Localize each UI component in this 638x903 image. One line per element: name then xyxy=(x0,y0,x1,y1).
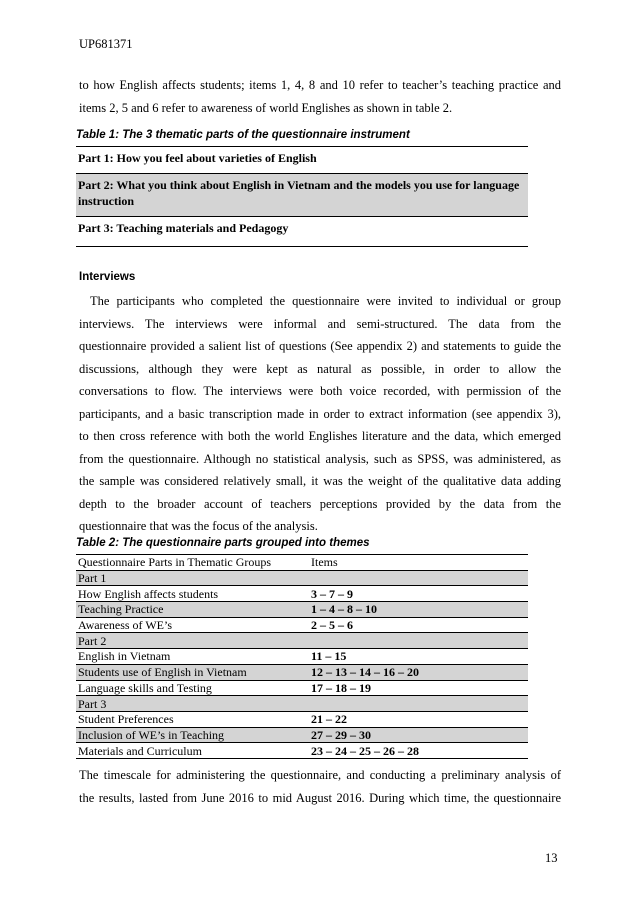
items-cell: 23 – 24 – 25 – 26 – 28 xyxy=(309,743,528,759)
text-line: questionnaire that was the focus of the analysis. xyxy=(79,519,318,533)
group-cell: Student Preferences xyxy=(76,711,309,727)
table2-row xyxy=(76,680,528,696)
text-line: The timescale for administering the questionnaire, and conducting a preliminary analysis of xyxy=(79,768,561,782)
group-cell: Language skills and Testing xyxy=(76,680,309,696)
group-cell: English in Vietnam xyxy=(76,649,309,665)
text-line: depth to the broader account of teachers perceptions provided by the data from the xyxy=(79,496,561,511)
table2-row xyxy=(76,743,528,759)
interviews-paragraph xyxy=(79,290,561,538)
group-cell: Inclusion of WE’s in Teaching xyxy=(76,727,309,743)
items-cell xyxy=(309,570,528,586)
text-line: from the questionnaire. Although no statistical analysis, such as SPSS, was administered, as xyxy=(79,451,561,466)
table2-header-row xyxy=(76,555,528,571)
text-line: to how English affects students; items 1, 4, 8 and 10 refer to teacher’s teaching practice and xyxy=(79,78,561,92)
table2-row xyxy=(76,696,528,712)
table2-row xyxy=(76,617,528,633)
items-cell xyxy=(309,633,528,649)
items-cell: 2 – 5 – 6 xyxy=(309,617,528,633)
table2-row xyxy=(76,727,528,743)
table2-row xyxy=(76,633,528,649)
items-cell: 12 – 13 – 14 – 16 – 20 xyxy=(309,664,528,680)
items-cell: 11 – 15 xyxy=(309,649,528,665)
text-line: to then cross reference with both the world Englishes literature and the data, which emerged xyxy=(79,429,561,443)
text-line: The participants who completed the questionnaire were invited to individual or group xyxy=(90,294,561,308)
document-id: UP681371 xyxy=(79,37,133,51)
text-line: conversations to flow. The interviews were both voice recorded, with permission of the xyxy=(79,384,561,398)
group-cell: Part 2 xyxy=(76,633,309,649)
table2 xyxy=(76,554,528,759)
group-cell: Teaching Practice xyxy=(76,602,309,618)
closing-paragraph xyxy=(79,764,561,810)
table2-row xyxy=(76,711,528,727)
items-cell: 21 – 22 xyxy=(309,711,528,727)
section-heading: Interviews xyxy=(79,271,136,283)
items-cell xyxy=(309,696,528,712)
group-cell: Part 1 xyxy=(76,570,309,586)
items-cell: 3 – 7 – 9 xyxy=(309,586,528,602)
group-cell: Materials and Curriculum xyxy=(76,743,309,759)
text-line: discussions, although they were kept as natural as possible, in order to allow the xyxy=(79,361,561,376)
table1-caption: Table 1: The 3 thematic parts of the questionnaire instrument xyxy=(76,129,410,141)
table2-row xyxy=(76,649,528,665)
table2-header-items: Items xyxy=(309,555,528,571)
group-cell: Awareness of WE’s xyxy=(76,617,309,633)
text-line: the results, lasted from June 2016 to mid August 2016. During which time, the questionnaire xyxy=(79,791,561,805)
intro-paragraph xyxy=(79,74,561,120)
group-cell: How English affects students xyxy=(76,586,309,602)
text-line: interviews. The interviews were informal and semi-structured. The data from the xyxy=(79,316,561,331)
table2-header-group: Questionnaire Parts in Thematic Groups xyxy=(76,555,309,571)
table2-caption: Table 2: The questionnaire parts grouped into themes xyxy=(76,537,370,549)
items-cell: 17 – 18 – 19 xyxy=(309,680,528,696)
items-cell: 1 – 4 – 8 – 10 xyxy=(309,602,528,618)
table2-row xyxy=(76,586,528,602)
text-line: items 2, 5 and 6 refer to awareness of world Englishes as shown in table 2. xyxy=(79,101,453,115)
items-cell: 27 – 29 – 30 xyxy=(309,727,528,743)
table1 xyxy=(76,146,528,247)
text-line: questionnaire provided a salient list of questions (See appendix 2) and statements to guide the xyxy=(79,339,561,353)
table1-row: Part 2: What you think about English in Vietnam and the models you use for language instruction xyxy=(76,174,528,217)
text-line: the sample was considered relatively small, it was the weight of the qualitative data adding xyxy=(79,474,561,488)
table2-row xyxy=(76,602,528,618)
page-number: 13 xyxy=(545,851,558,865)
table1-row: Part 3: Teaching materials and Pedagogy xyxy=(76,217,528,247)
group-cell: Students use of English in Vietnam xyxy=(76,664,309,680)
table2-row xyxy=(76,570,528,586)
text-line: participants, and a basic transcription made in order to extract information (see appendix 3), xyxy=(79,406,561,421)
group-cell: Part 3 xyxy=(76,696,309,712)
table2-row xyxy=(76,664,528,680)
table1-row: Part 1: How you feel about varieties of English xyxy=(76,146,528,174)
